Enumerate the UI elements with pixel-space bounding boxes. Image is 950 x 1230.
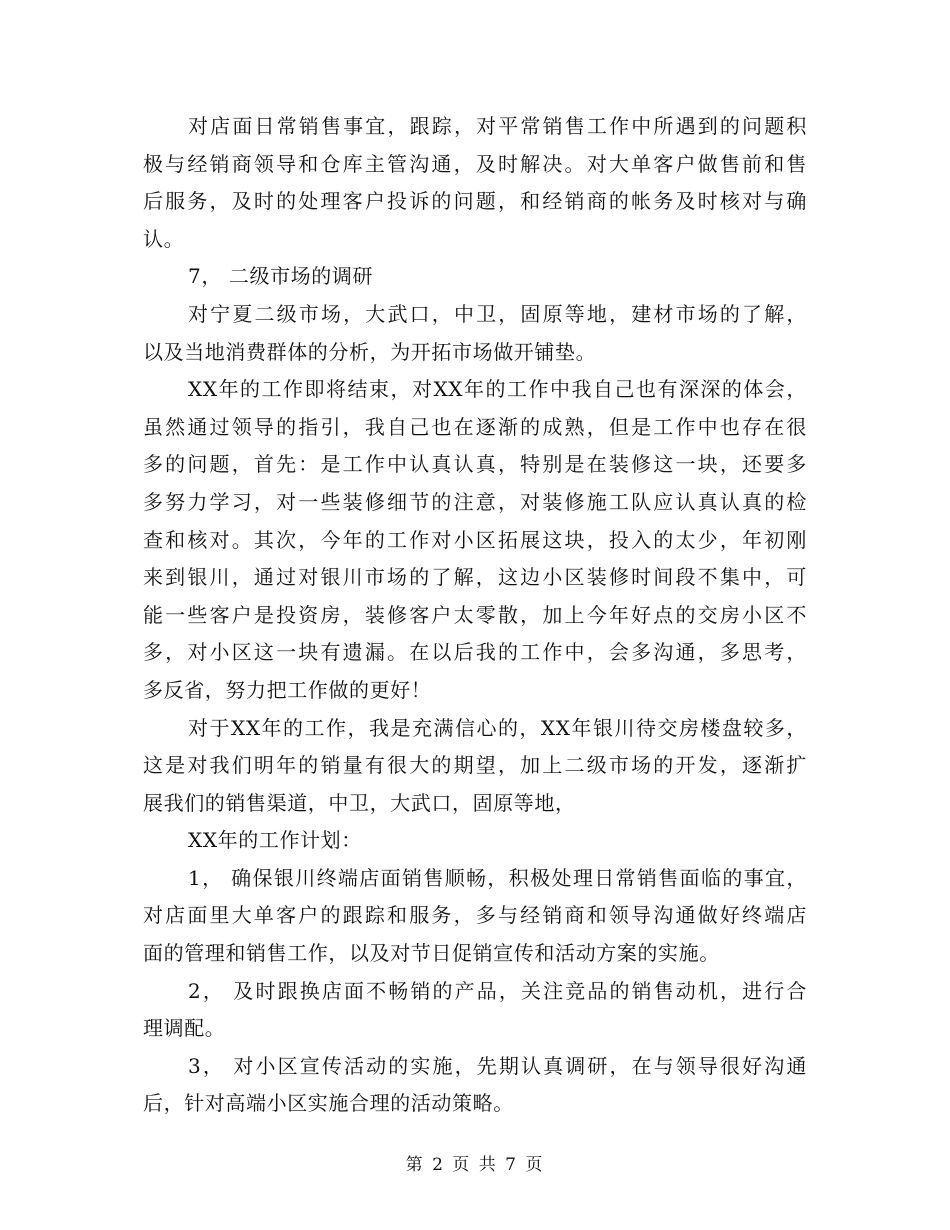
paragraph-line: 虽然通过领导的指引，我自己也在逐渐的成熟，但是工作中也存在很	[143, 414, 807, 439]
paragraph-line: 对店面日常销售事宜，跟踪，对平常销售工作中所遇到的问题积	[188, 114, 807, 138]
paragraph-line: 多反省，努力把工作做的更好！	[143, 677, 432, 702]
paragraph-line: 多，对小区这一块有遗漏。在以后我的工作中，会多沟通，多思考，	[143, 640, 807, 665]
paragraph-line: 对宁夏二级市场，大武口，中卫，固原等地，建材市场的了解，	[188, 301, 807, 326]
list-item-line: 2， 及时跟换店面不畅销的产品，关注竞品的销售动机，进行合	[188, 978, 807, 1003]
list-item-line: 对店面里大单客户的跟踪和服务，多与经销商和领导沟通做好终端店	[143, 903, 807, 928]
paragraph-line: 对于XX年的工作，我是充满信心的，XX年银川待交房楼盘较多，	[188, 715, 807, 740]
paragraph-line: 多努力学习，对一些装修细节的注意，对装修施工队应认真认真的检	[143, 489, 807, 514]
list-item-line: 后，针对高端小区实施合理的活动策略。	[143, 1091, 514, 1116]
paragraph-line: 展我们的销售渠道，中卫，大武口，固原等地，	[143, 790, 576, 815]
list-item-line: 1， 确保银川终端店面销售顺畅，积极处理日常销售面临的事宜，	[188, 865, 807, 890]
page-number-footer: 第 2 页 共 7 页	[405, 1155, 545, 1175]
section-heading: XX年的工作计划：	[188, 828, 362, 853]
list-item-line: 面的管理和销售工作，以及对节日促销宣传和活动方案的实施。	[143, 941, 720, 966]
document-body	[143, 108, 807, 1123]
list-item-line: 3， 对小区宣传活动的实施，先期认真调研，在与领导很好沟通	[188, 1053, 807, 1078]
paragraph-line: 多的问题，首先：是工作中认真认真，特别是在装修这一块，还要多	[143, 452, 807, 477]
paragraph-line: XX年的工作即将结束，对XX年的工作中我自己也有深深的体会，	[188, 377, 807, 402]
list-item-line: 理调配。	[143, 1016, 226, 1041]
paragraph-line: 能一些客户是投资房，装修客户太零散，加上今年好点的交房小区不	[143, 602, 807, 627]
paragraph-line: 极与经销商领导和仓库主管沟通，及时解决。对大单客户做售前和售	[143, 151, 807, 176]
paragraph-line: 后服务，及时的处理客户投诉的问题，和经销商的帐务及时核对与确	[143, 189, 807, 214]
paragraph-line: 以及当地消费群体的分析，为开拓市场做开铺垫。	[143, 339, 597, 364]
paragraph-line: 来到银川，通过对银川市场的了解，这边小区装修时间段不集中，可	[143, 565, 807, 590]
paragraph-line: 查和核对。其次，今年的工作对小区拓展这块，投入的太少，年初刚	[143, 527, 807, 552]
paragraph-line: 认。	[143, 226, 185, 251]
section-heading: 7， 二级市场的调研	[188, 264, 374, 289]
paragraph-line: 这是对我们明年的销量有很大的期望，加上二级市场的开发，逐渐扩	[143, 753, 807, 778]
